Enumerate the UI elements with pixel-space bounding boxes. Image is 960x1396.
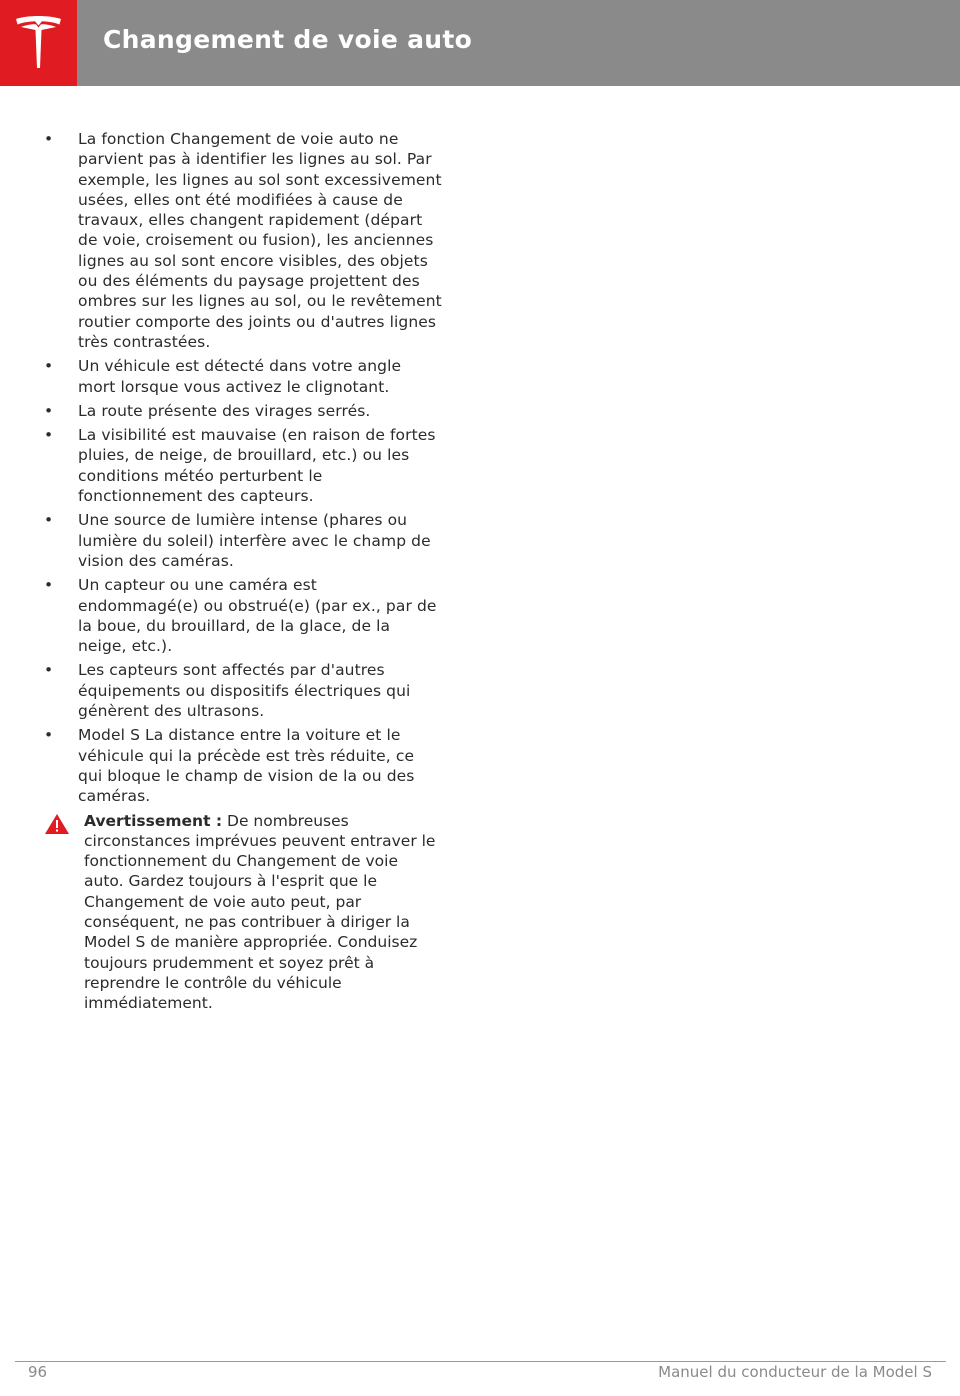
- list-item: • La route présente des virages serrés.: [44, 401, 371, 420]
- list-item: • La fonction Changement de voie auto ne parvient pas à identifier les lignes au sol. Par exemple, les lignes au sol sont excessivement usées, elles ont été modifiées à cause de travaux, elles changent rapidement (départ de voie, croisement ou fusion), les anciennes lignes au sol sont encore visibles, des objets ou des éléments du paysage projettent des ombres sur les lignes au sol, ou le revêtement routier comporte des joints ou d'autres lignes très contrastées.: [44, 130, 442, 351]
- warning-note: [42, 811, 442, 1014]
- page-title: Changement de voie auto: [103, 25, 473, 54]
- footer-title: Manuel du conducteur de la Model S: [658, 1363, 932, 1381]
- bullet-icon: •: [44, 401, 54, 420]
- list-item: • Une source de lumière intense (phares ou lumière du soleil) interfère avec le champ de vision des caméras.: [44, 511, 431, 570]
- bullet-icon: •: [44, 357, 54, 376]
- list-item: • Un capteur ou une caméra est endommagé(e) ou obstrué(e) (par ex., par de la boue, du brouillard, de la glace, de la neige, etc.).: [44, 576, 437, 656]
- bullet-icon: •: [44, 426, 54, 445]
- page-header: [0, 0, 960, 86]
- page-number: 96: [28, 1363, 48, 1381]
- list-item: • La visibilité est mauvaise (en raison de fortes pluies, de neige, de brouillard, etc.) ou les conditions météo perturbent le fonctionnement des capteurs.: [44, 426, 436, 506]
- footer-divider: [15, 1361, 946, 1362]
- bullet-icon: •: [44, 661, 54, 680]
- bullet-list: [42, 129, 442, 807]
- list-item: • Les capteurs sont affectés par d'autres équipements ou dispositifs électriques qui génèrent des ultrasons.: [44, 661, 411, 721]
- bullet-icon: •: [44, 576, 54, 595]
- logo-box: [0, 0, 77, 86]
- tesla-logo-icon: [12, 16, 65, 70]
- list-item: • Un véhicule est détecté dans votre angle mort lorsque vous activez le clignotant.: [44, 357, 402, 396]
- list-item: • Model S La distance entre la voiture et le véhicule qui la précède est très réduite, ce qui bloque le champ de vision de la ou des caméras.: [44, 726, 415, 806]
- bullet-icon: •: [44, 511, 54, 530]
- warning-label: Avertissement :: [84, 811, 223, 830]
- bullet-icon: •: [44, 130, 54, 148]
- bullet-icon: •: [44, 726, 54, 745]
- warning-text: De nombreuses circonstances imprévues peuvent entraver le fonctionnement du Changement de voie auto. Gardez toujours à l'esprit que le Changement de voie auto peut, par conséquent, ne pas contribuer à diriger la Model S de manière appropriée. Conduisez toujours prudemment et soyez prêt à reprendre le contrôle du véhicule immédiatement.: [84, 811, 436, 1013]
- main-content: [42, 129, 442, 1013]
- warning-triangle-icon: [44, 813, 70, 835]
